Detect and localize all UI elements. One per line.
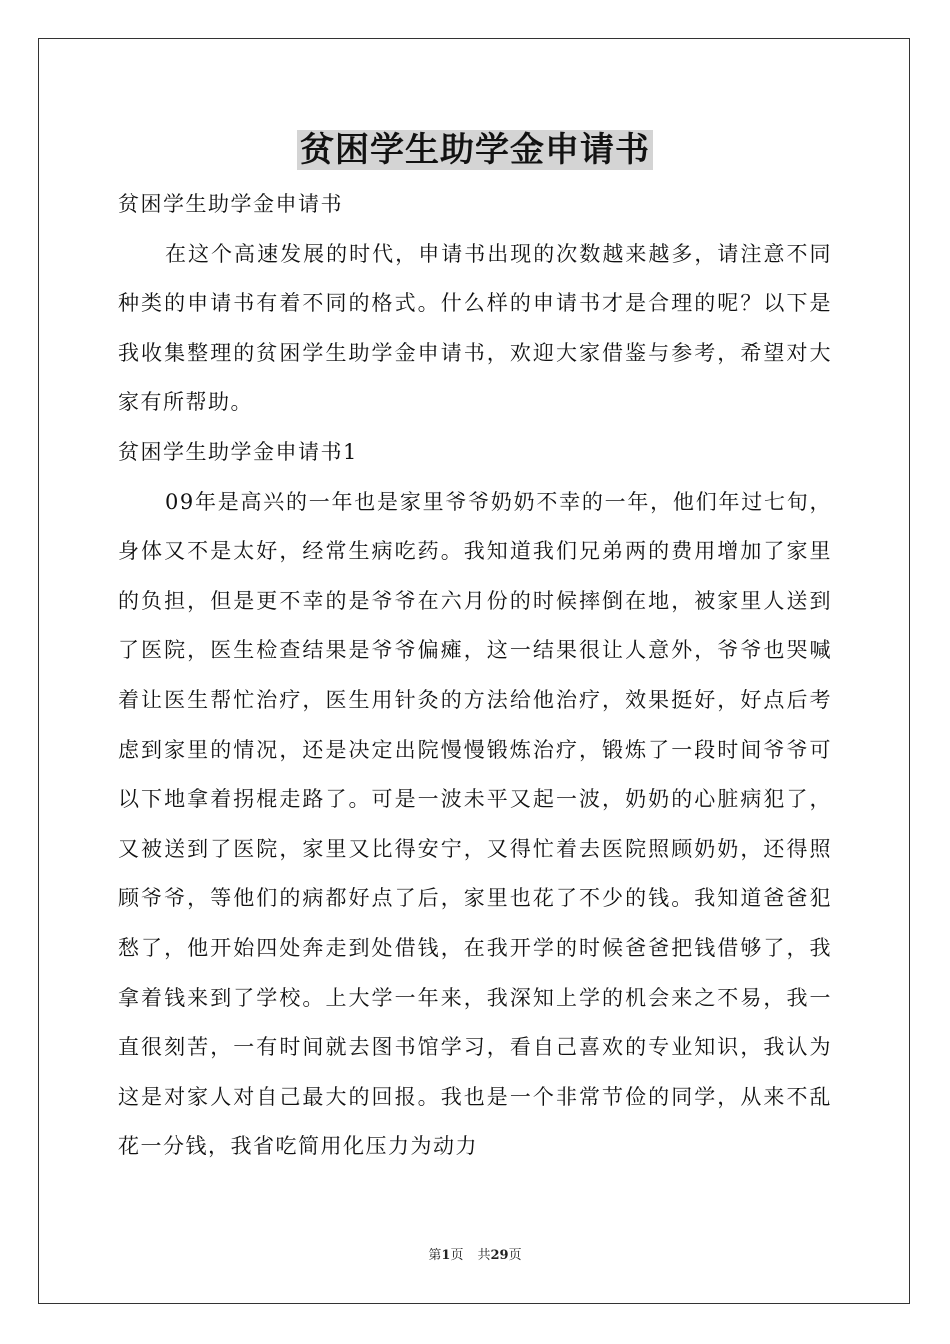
section-heading: 贫困学生助学金申请书1 [118, 439, 358, 464]
page-prefix: 第 [428, 1248, 442, 1263]
total-prefix: 共 [477, 1248, 491, 1263]
body-paragraph: 09年是高兴的一年也是家里爷爷奶奶不幸的一年，他们年过七旬，身体又不是太好，经常生病吃药。我知道我们兄弟两的费用增加了家里的负担，但是更不幸的是爷爷在六月份的时候摔倒在地，被家里人送到了医院，医生检查结果是爷爷偏瘫，这一结果很让人意外，爷爷也哭喊着让医生帮忙治疗，医生用针灸的方法给他治疗，效果挺好，好点后考虑到家里的情况，还是决定出院慢慢锻炼治疗，锻炼了一段时间爷爷可以下地拿着拐棍走路了。可是一波未平又起一波，奶奶的心脏病犯了，又被送到了医院，家里又比得安宁，又得忙着去医院照顾奶奶，还得照顾爷爷，等他们的病都好点了后，家里也花了不少的钱。我知道爸爸犯愁了，他开始四处奔走到处借钱，在我开学的时候爸爸把钱借够了，我拿着钱来到了学校。上大学一年来，我深知上学的机会来之不易，我一直很刻苦，一有时间就去图书馆学习，看自己喜欢的专业知识，我认为这是对家人对自己最大的回报。我也是一个非常节俭的同学，从来不乱花一分钱，我省吃简用化压力为动力 [118, 489, 832, 1159]
total-page-number: 29 [490, 1248, 509, 1263]
total-suffix: 页 [508, 1248, 522, 1263]
intro-paragraph: 在这个高速发展的时代，申请书出现的次数越来越多，请注意不同种类的申请书有着不同的格式。什么样的申请书才是合理的呢？以下是我收集整理的贫困学生助学金申请书，欢迎大家借鉴与参考，希望对大家有所帮助。 [118, 241, 832, 415]
subtitle-line: 贫困学生助学金申请书 [118, 192, 343, 216]
document-body [118, 180, 832, 1172]
document-title [0, 128, 950, 172]
current-page-number: 1 [441, 1248, 451, 1263]
page-footer [0, 1248, 950, 1264]
document-title-text: 贫困学生助学金申请书 [297, 130, 653, 170]
page-suffix: 页 [450, 1248, 464, 1263]
